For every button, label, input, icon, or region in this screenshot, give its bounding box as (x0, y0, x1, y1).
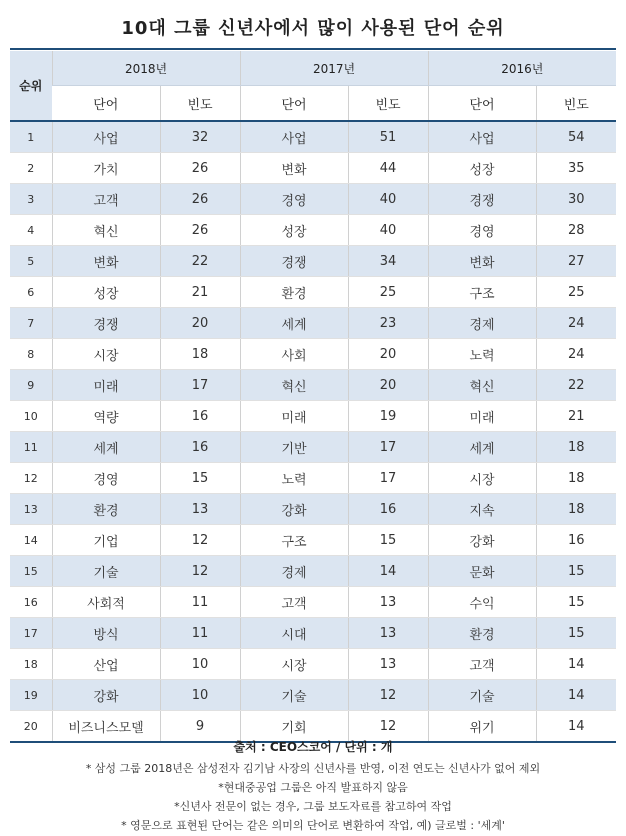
frequency-2016: 21 (536, 401, 616, 432)
frequency-2016: 15 (536, 618, 616, 649)
word-header-2017: 단어 (240, 86, 348, 122)
word-2016: 경영 (428, 215, 536, 246)
frequency-2018: 18 (160, 339, 240, 370)
frequency-2017: 15 (348, 525, 428, 556)
rank-number: 19 (10, 680, 52, 711)
word-header-2018: 단어 (52, 86, 160, 122)
frequency-2018: 20 (160, 308, 240, 339)
word-2016: 경제 (428, 308, 536, 339)
word-2016: 변화 (428, 246, 536, 277)
footnote: *신년사 전문이 없는 경우, 그룹 보도자료를 참고하여 작업 (174, 800, 452, 813)
table-row (10, 308, 616, 339)
frequency-2017: 17 (348, 463, 428, 494)
year-header-row (10, 51, 616, 86)
table-row (10, 370, 616, 401)
frequency-2018: 10 (160, 680, 240, 711)
frequency-2017: 13 (348, 587, 428, 618)
frequency-2017: 20 (348, 339, 428, 370)
footnote: * 영문으로 표현된 단어는 같은 의미의 단어로 변환하여 작업, 예) 글로벌 : '세계' (121, 819, 505, 832)
frequency-2016: 35 (536, 153, 616, 184)
frequency-2017: 12 (348, 711, 428, 743)
rank-number: 11 (10, 432, 52, 463)
frequency-2017: 51 (348, 121, 428, 153)
word-2017: 기반 (240, 432, 348, 463)
word-2016: 성장 (428, 153, 536, 184)
year-header-2017: 2017년 (240, 51, 428, 86)
word-2018: 기술 (52, 556, 160, 587)
rank-number: 7 (10, 308, 52, 339)
word-2017: 혁신 (240, 370, 348, 401)
frequency-2017: 13 (348, 618, 428, 649)
word-2018: 세계 (52, 432, 160, 463)
rank-number: 18 (10, 649, 52, 680)
rank-number: 6 (10, 277, 52, 308)
frequency-2018: 15 (160, 463, 240, 494)
table-row (10, 525, 616, 556)
word-2016: 미래 (428, 401, 536, 432)
frequency-2017: 23 (348, 308, 428, 339)
footnote: * 삼성 그룹 2018년은 삼성전자 김기남 사장의 신년사를 반영, 이전 연도는 신년사가 없어 제외 (85, 762, 541, 775)
footnote: *현대중공업 그룹은 아직 발표하지 않음 (218, 781, 408, 794)
frequency-2018: 22 (160, 246, 240, 277)
table-row (10, 339, 616, 370)
table-row (10, 556, 616, 587)
rank-number: 17 (10, 618, 52, 649)
table-footer (0, 738, 626, 835)
frequency-2016: 15 (536, 556, 616, 587)
table-row (10, 463, 616, 494)
frequency-2018: 9 (160, 711, 240, 743)
rank-number: 15 (10, 556, 52, 587)
rank-number: 10 (10, 401, 52, 432)
freq-header-2016: 빈도 (536, 86, 616, 122)
table-row (10, 680, 616, 711)
rank-number: 3 (10, 184, 52, 215)
table-row (10, 246, 616, 277)
frequency-2016: 27 (536, 246, 616, 277)
rank-number: 14 (10, 525, 52, 556)
word-2018: 고객 (52, 184, 160, 215)
table-row (10, 649, 616, 680)
word-2018: 산업 (52, 649, 160, 680)
word-2018: 미래 (52, 370, 160, 401)
frequency-2016: 24 (536, 339, 616, 370)
frequency-2017: 20 (348, 370, 428, 401)
frequency-2018: 10 (160, 649, 240, 680)
word-2017: 고객 (240, 587, 348, 618)
word-2018: 기업 (52, 525, 160, 556)
frequency-2017: 17 (348, 432, 428, 463)
word-2016: 기술 (428, 680, 536, 711)
frequency-2018: 32 (160, 121, 240, 153)
frequency-2017: 40 (348, 184, 428, 215)
page-title: 10대 그룹 신년사에서 많이 사용된 단어 순위 (121, 18, 505, 39)
frequency-2017: 44 (348, 153, 428, 184)
word-2016: 세계 (428, 432, 536, 463)
word-2016: 강화 (428, 525, 536, 556)
word-2017: 사회 (240, 339, 348, 370)
frequency-2016: 16 (536, 525, 616, 556)
word-2017: 변화 (240, 153, 348, 184)
frequency-2017: 14 (348, 556, 428, 587)
word-2016: 위기 (428, 711, 536, 743)
word-2017: 미래 (240, 401, 348, 432)
word-2017: 시대 (240, 618, 348, 649)
word-2016: 노력 (428, 339, 536, 370)
frequency-2018: 12 (160, 525, 240, 556)
source-line: 출처 : CEO스코어 / 단위 : 개 (233, 740, 393, 754)
rank-number: 5 (10, 246, 52, 277)
rank-number: 13 (10, 494, 52, 525)
word-2016: 혁신 (428, 370, 536, 401)
table-row (10, 401, 616, 432)
frequency-2018: 12 (160, 556, 240, 587)
freq-header-2018: 빈도 (160, 86, 240, 122)
word-2017: 세계 (240, 308, 348, 339)
word-2018: 시장 (52, 339, 160, 370)
frequency-2017: 16 (348, 494, 428, 525)
frequency-2016: 22 (536, 370, 616, 401)
word-2018: 혁신 (52, 215, 160, 246)
top-divider (10, 48, 616, 50)
frequency-2016: 14 (536, 711, 616, 743)
table-row (10, 587, 616, 618)
rank-number: 20 (10, 711, 52, 743)
frequency-2018: 26 (160, 153, 240, 184)
frequency-2018: 26 (160, 215, 240, 246)
word-2017: 기회 (240, 711, 348, 743)
word-2017: 기술 (240, 680, 348, 711)
frequency-2018: 21 (160, 277, 240, 308)
table-row (10, 121, 616, 153)
table-row (10, 432, 616, 463)
frequency-2017: 25 (348, 277, 428, 308)
word-2018: 가치 (52, 153, 160, 184)
word-2017: 구조 (240, 525, 348, 556)
word-2017: 경제 (240, 556, 348, 587)
frequency-2016: 14 (536, 649, 616, 680)
frequency-2017: 13 (348, 649, 428, 680)
word-2018: 비즈니스모델 (52, 711, 160, 743)
freq-header-2017: 빈도 (348, 86, 428, 122)
rank-number: 12 (10, 463, 52, 494)
rank-number: 8 (10, 339, 52, 370)
year-header-2016: 2016년 (428, 51, 616, 86)
word-2018: 성장 (52, 277, 160, 308)
table-row (10, 618, 616, 649)
word-2018: 변화 (52, 246, 160, 277)
word-2018: 강화 (52, 680, 160, 711)
word-2017: 노력 (240, 463, 348, 494)
rank-number: 1 (10, 121, 52, 153)
frequency-2016: 25 (536, 277, 616, 308)
word-2017: 성장 (240, 215, 348, 246)
table-row (10, 215, 616, 246)
frequency-2016: 18 (536, 494, 616, 525)
frequency-2016: 24 (536, 308, 616, 339)
frequency-2018: 13 (160, 494, 240, 525)
table-row (10, 494, 616, 525)
word-2017: 경쟁 (240, 246, 348, 277)
frequency-2018: 16 (160, 401, 240, 432)
word-2017: 강화 (240, 494, 348, 525)
word-2016: 지속 (428, 494, 536, 525)
ranking-table (10, 51, 616, 743)
word-2016: 환경 (428, 618, 536, 649)
word-2016: 경쟁 (428, 184, 536, 215)
word-2018: 경영 (52, 463, 160, 494)
word-2018: 경쟁 (52, 308, 160, 339)
frequency-2016: 28 (536, 215, 616, 246)
table-row (10, 184, 616, 215)
word-2016: 수익 (428, 587, 536, 618)
word-2018: 환경 (52, 494, 160, 525)
rank-header: 순위 (10, 51, 52, 121)
word-2018: 역량 (52, 401, 160, 432)
word-2017: 시장 (240, 649, 348, 680)
frequency-2016: 18 (536, 463, 616, 494)
word-header-2016: 단어 (428, 86, 536, 122)
word-2018: 사회적 (52, 587, 160, 618)
word-2018: 사업 (52, 121, 160, 153)
frequency-2016: 18 (536, 432, 616, 463)
ranking-table-body (10, 121, 616, 742)
year-header-2018: 2018년 (52, 51, 240, 86)
frequency-2018: 16 (160, 432, 240, 463)
frequency-2016: 15 (536, 587, 616, 618)
table-row (10, 153, 616, 184)
word-2018: 방식 (52, 618, 160, 649)
frequency-2017: 34 (348, 246, 428, 277)
word-2017: 사업 (240, 121, 348, 153)
rank-number: 16 (10, 587, 52, 618)
word-2016: 고객 (428, 649, 536, 680)
word-2016: 사업 (428, 121, 536, 153)
frequency-2016: 54 (536, 121, 616, 153)
frequency-2018: 17 (160, 370, 240, 401)
frequency-2017: 19 (348, 401, 428, 432)
frequency-2017: 12 (348, 680, 428, 711)
rank-number: 2 (10, 153, 52, 184)
rank-number: 9 (10, 370, 52, 401)
word-2017: 경영 (240, 184, 348, 215)
word-2016: 문화 (428, 556, 536, 587)
frequency-2017: 40 (348, 215, 428, 246)
frequency-2016: 30 (536, 184, 616, 215)
word-2016: 시장 (428, 463, 536, 494)
table-row (10, 277, 616, 308)
frequency-2018: 26 (160, 184, 240, 215)
frequency-2018: 11 (160, 587, 240, 618)
frequency-2016: 14 (536, 680, 616, 711)
word-2016: 구조 (428, 277, 536, 308)
frequency-2018: 11 (160, 618, 240, 649)
word-2017: 환경 (240, 277, 348, 308)
column-header-row (10, 86, 616, 122)
rank-number: 4 (10, 215, 52, 246)
